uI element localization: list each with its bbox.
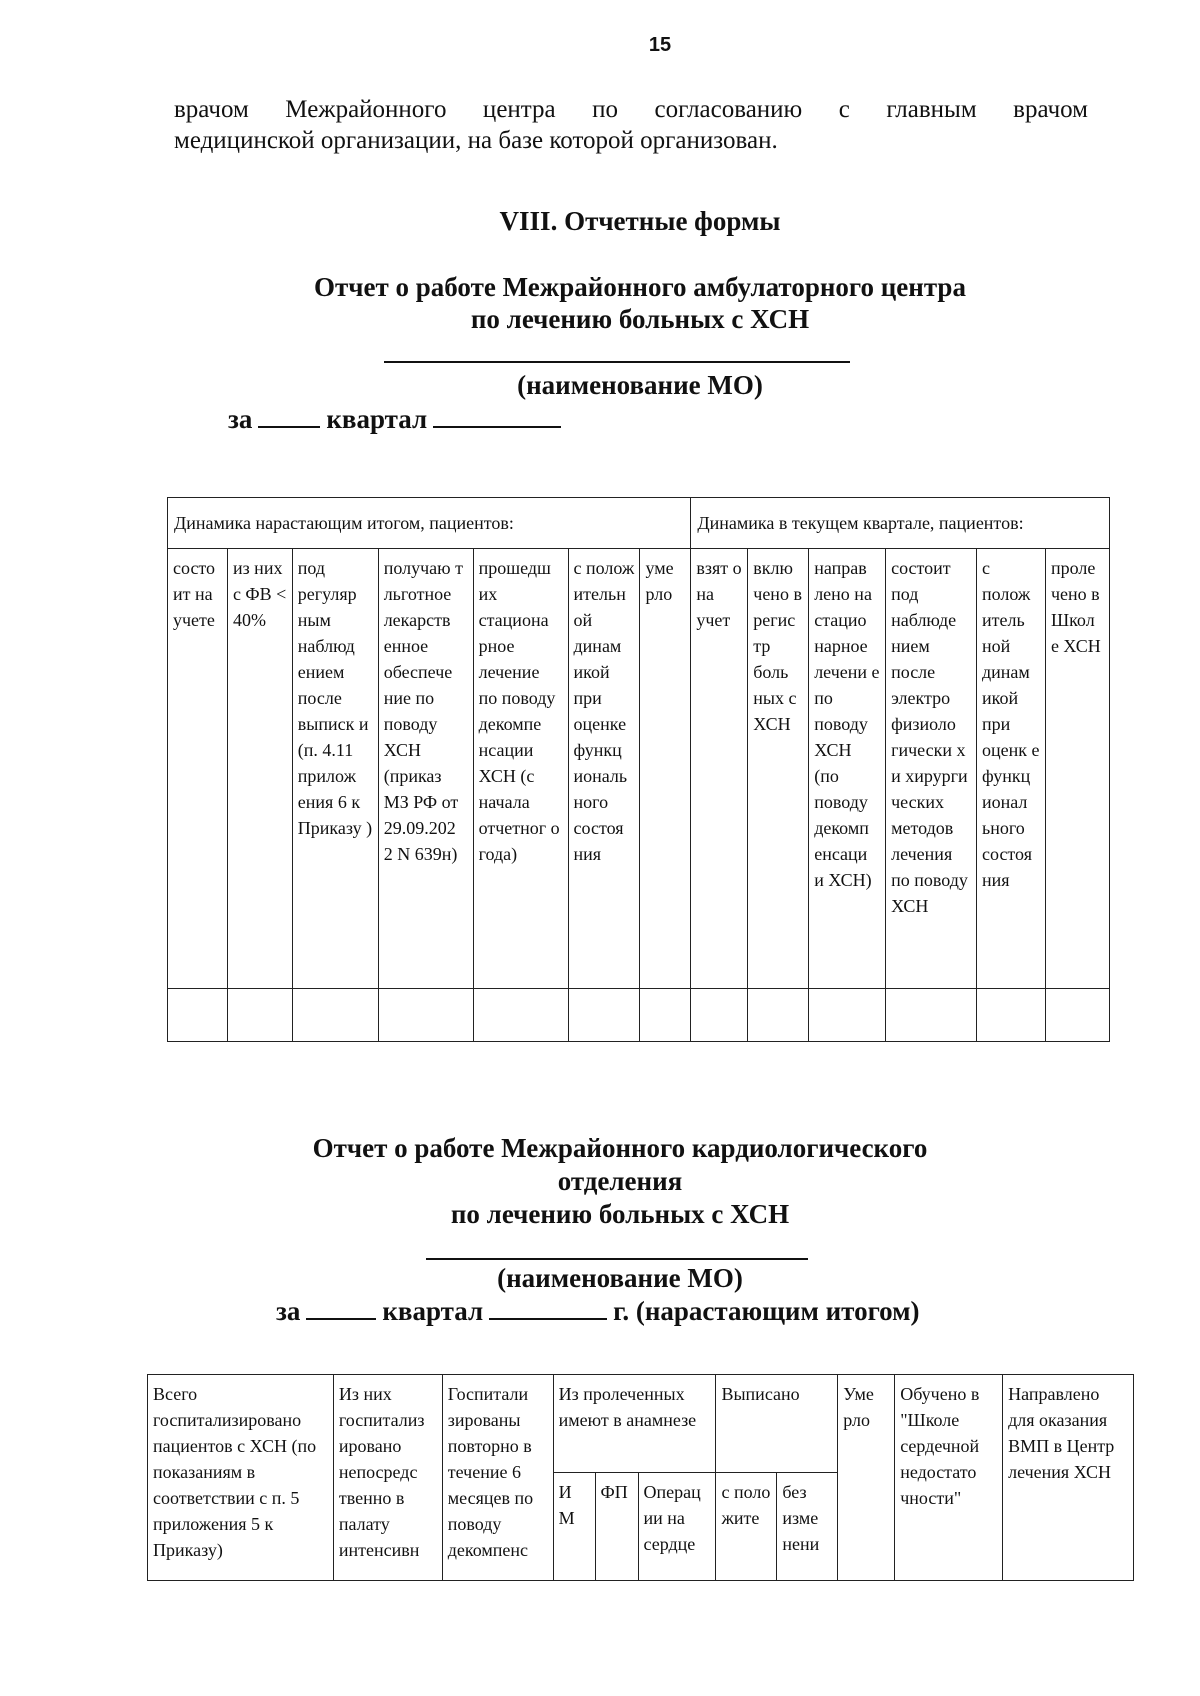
col-ef-below-40: из них с ФВ < 40% [227, 549, 292, 989]
empty-cell[interactable] [378, 989, 473, 1042]
sub-col-positive: с поло жите [716, 1473, 777, 1581]
col-on-record: состо ит на учете [168, 549, 228, 989]
col-discharged-group: Выписано [716, 1375, 838, 1473]
empty-cell[interactable] [1045, 989, 1109, 1042]
report2-quarter-line [276, 1296, 920, 1327]
kvartal-label: квартал [326, 404, 428, 434]
cumulative-suffix: г. (нарастающим итогом) [613, 1296, 920, 1326]
col-total-hospitalized: Всего госпитализировано пациентов с ХСН (по показаниям в соответствии с п. 5 приложения 5 к Приказу) [148, 1375, 334, 1581]
quarter-blank [258, 426, 320, 428]
sub-col-no-change: без изме нени [777, 1473, 838, 1581]
empty-cell[interactable] [473, 989, 568, 1042]
section-title: VIII. Отчетные формы [499, 206, 781, 236]
report2-mo-line [426, 1258, 808, 1260]
report1-title-line2: по лечению больных с ХСН [470, 304, 810, 334]
intro-line-1: врачом Межрайонного центра по согласованию с главным врачом [174, 96, 1088, 123]
intro-line-2: медицинской организации, на базе которой организован. [174, 127, 778, 154]
report1-table [167, 497, 1110, 1042]
col-regular-observation: под регуляр ным наблюд ением после выписк и (п. 4.11 прилож ения 6 к Приказу ) [292, 549, 378, 989]
sub-col-heart-surgery: Операц ии на сердце [638, 1473, 716, 1581]
col-observation-after-surgery: состоит под наблюде нием после электро физиоло гически х и хирурги ческих методов лечения по поводу ХСН [886, 549, 977, 989]
col-in-registry: вклю чено в регис тр боль ных с ХСН [748, 549, 809, 989]
col-icu-hospitalized: Из них госпитализ ировано непосредс твенно в палату интенсивн [333, 1375, 442, 1581]
group-cumulative-header: Динамика нарастающим итогом, пациентов: [168, 498, 691, 549]
report2-title-line3: по лечению больных с ХСН [450, 1199, 790, 1229]
report2-mo-label: (наименование МО) [497, 1263, 743, 1293]
empty-cell[interactable] [691, 989, 748, 1042]
col-sent-inpatient: направ лено на стацио нарное лечени е по поводу ХСН (по поводу декомп енсаци и ХСН) [809, 549, 886, 989]
empty-cell[interactable] [227, 989, 292, 1042]
intro-paragraph [174, 94, 1088, 156]
col-died: уме рло [640, 549, 691, 989]
quarter-blank [306, 1318, 376, 1320]
za-label: за [228, 404, 253, 434]
report1-title-line1: Отчет о работе Межрайонного амбулаторного центра [314, 272, 966, 302]
year-blank [489, 1318, 607, 1320]
za-label: за [276, 1296, 301, 1326]
report2-title-line2: отделения [557, 1166, 683, 1196]
report2-table [147, 1374, 1134, 1581]
group-current-quarter-header: Динамика в текущем квартале, пациентов: [691, 498, 1110, 549]
empty-cell[interactable] [568, 989, 640, 1042]
empty-cell[interactable] [168, 989, 228, 1042]
kvartal-label: квартал [382, 1296, 484, 1326]
report1-mo-label: (наименование МО) [517, 370, 763, 400]
empty-cell[interactable] [292, 989, 378, 1042]
col-vmp-referral: Направлено для оказания ВМП в Центр лечения ХСН [1003, 1375, 1134, 1581]
empty-cell[interactable] [748, 989, 809, 1042]
col-heart-failure-school: Обучено в "Школе сердечной недостато чности" [895, 1375, 1003, 1581]
col-positive-dynamics-quarter: с полож итель ной динам икой при оценк е функц ионал ьного состоя ния [977, 549, 1046, 989]
page-number: 15 [648, 34, 672, 56]
report1-quarter-line [228, 404, 567, 435]
empty-cell[interactable] [977, 989, 1046, 1042]
col-school-treated: проле чено в Школ е ХСН [1045, 549, 1109, 989]
col-anamnesis-group: Из пролеченных имеют в анамнезе [553, 1375, 716, 1473]
col-inpatient-treatment: прошедш их стациона рное лечение по поводу декомпе нсации ХСН (с начала отчетног о года) [473, 549, 568, 989]
sub-col-mi: И М [553, 1473, 595, 1581]
table-row [168, 989, 1110, 1042]
sub-col-af: ФП [595, 1473, 638, 1581]
col-positive-dynamics: с полож ительн ой динам икой при оценке функц иональ ного состоя ния [568, 549, 640, 989]
year-blank [433, 426, 561, 428]
col-preferential-drugs: получаю т льготное лекарств енное обеспече ние по поводу ХСН (приказ МЗ РФ от 29.09.202 2 N 639н) [378, 549, 473, 989]
report2-title-line1: Отчет о работе Межрайонного кардиологического [312, 1133, 928, 1163]
report1-mo-line [384, 361, 850, 363]
empty-cell[interactable] [640, 989, 691, 1042]
col-repeat-hospitalized: Госпитали зированы повторно в течение 6 месяцев по поводу декомпенс [442, 1375, 553, 1581]
empty-cell[interactable] [886, 989, 977, 1042]
col-registered: взят о на учет [691, 549, 748, 989]
empty-cell[interactable] [809, 989, 886, 1042]
col-died: Уме рло [838, 1375, 895, 1581]
